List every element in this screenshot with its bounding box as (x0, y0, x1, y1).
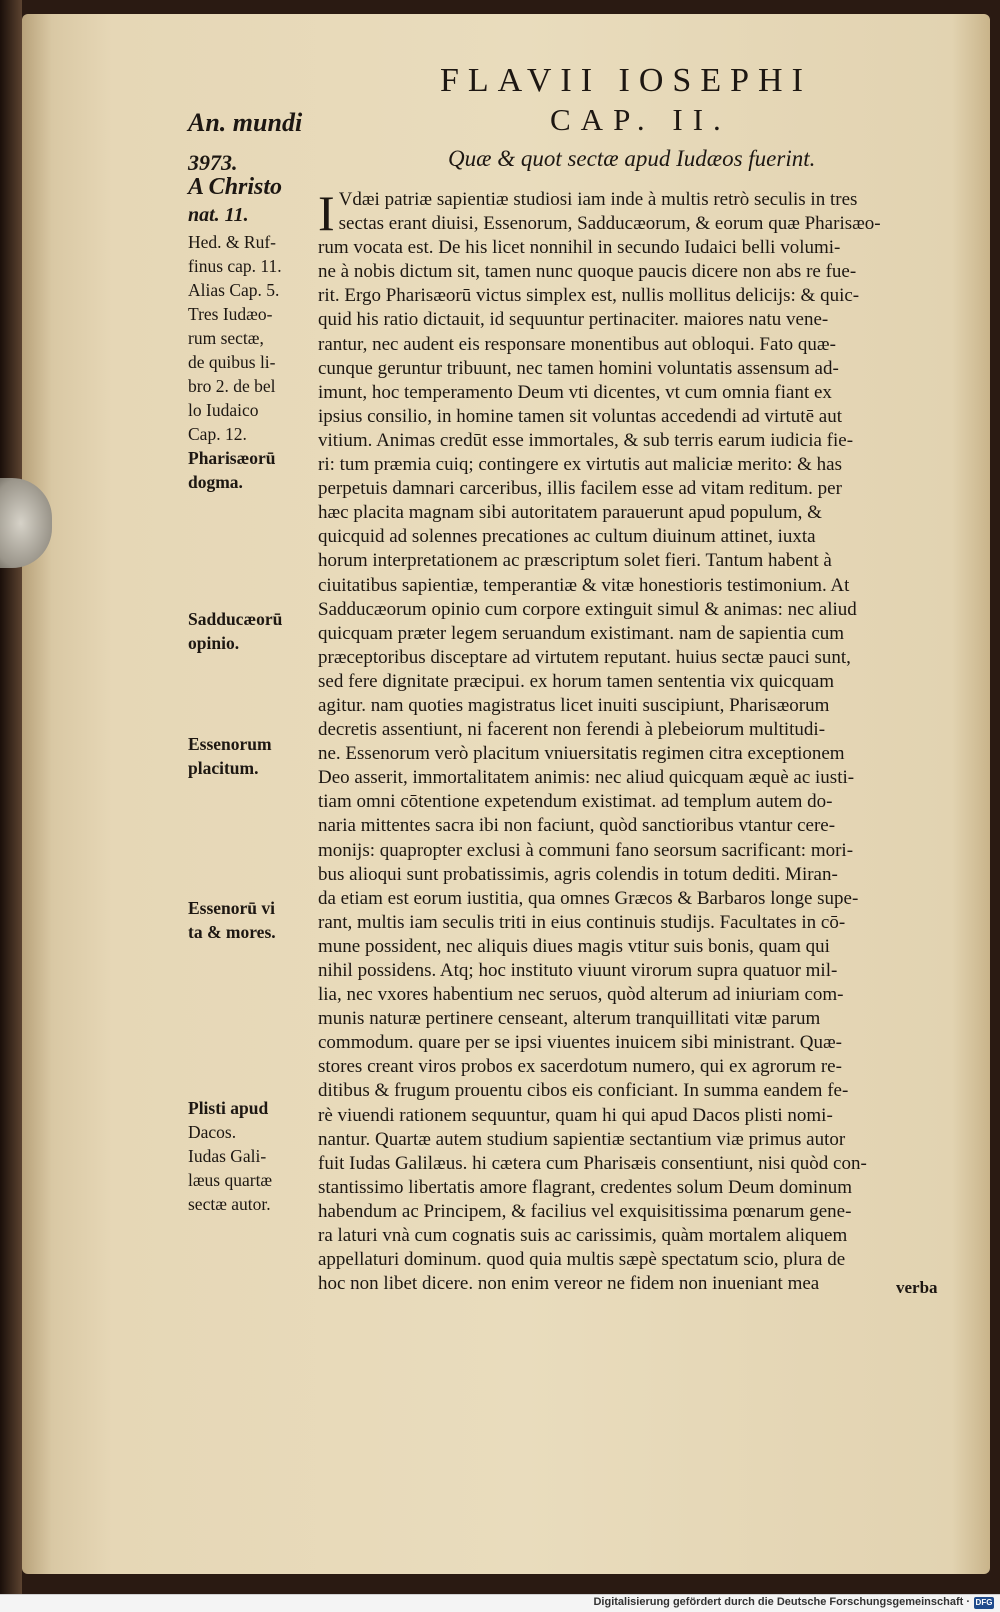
margin-a-christo: A Christo (188, 174, 283, 200)
body-line: ri: tum præmia cuiq; contingere ex virtutis aut maliciæ merito: & has (318, 454, 842, 476)
body-line: lia, nec vxores habentium nec seruos, quòd alterum ad iniuriam com- (318, 984, 844, 1006)
margin-note-line: bro 2. de bel (188, 376, 276, 396)
margin-note-line: placitum. (188, 758, 259, 778)
body-line: ra laturi vnà cum cognatis suis ac carissimis, quàm mortalem aliquem (318, 1225, 848, 1247)
body-line: ciuitatibus sapientiæ, temperantiæ & vitæ honestioris testimonium. At (318, 574, 850, 596)
body-line: munis naturæ pertinere censeant, alterum tranquillitati vitæ parum (318, 1008, 821, 1030)
digitization-footer (0, 1594, 1000, 1612)
book-gutter-shadow (0, 0, 22, 1611)
footer-credit: Digitalisierung gefördert durch die Deutsche Forschungsgemeinschaft · (593, 1596, 970, 1608)
margin-note-line: sectæ autor. (188, 1194, 271, 1214)
body-text (318, 185, 960, 1296)
body-line: rantur, nec audent eis responsare monentibus aut obloqui. Fato quæ- (318, 333, 836, 355)
margin-note-line: Essenorum (188, 734, 272, 754)
body-line: naria mittentes sacra ibi non faciunt, quòd sanctioribus vtantur cere- (318, 815, 836, 837)
margin-note-line: læus quartæ (188, 1170, 273, 1190)
margin-note-line: Plisti apud (188, 1098, 269, 1118)
body-line: præceptoribus disceptare ad virtutem reputant. huius sectæ pauci sunt, (318, 646, 851, 668)
body-line: appellaturi dominum. quod quia multis sæpè spectatum scio, plura de (318, 1249, 846, 1271)
body-line: imunt, hoc temperamento Deum vti dicentes, vt cum omnia fiant ex (318, 381, 832, 403)
running-head: FLAVII IOSEPHI (440, 62, 812, 99)
body-line: quicquid ad solennes precationes ac cultum diuinum attinet, iuxta (318, 526, 816, 548)
margin-note-line: Dacos. (188, 1122, 237, 1142)
body-line: rum vocata est. De his licet nonnihil in secundo Iudaici belli volumi- (318, 237, 841, 259)
body-line: bus alioqui sunt probatissimis, agris colendis in totum dediti. Miran- (318, 863, 838, 885)
body-line: ditibus & frugum prouentu cibos eis conficiant. In summa eandem fe- (318, 1080, 849, 1102)
body-line: cunque geruntur tribuunt, nec tamen homini voluntatis assensum ad- (318, 357, 839, 379)
margin-note-line: de quibus li- (188, 352, 276, 372)
body-line: mune possident, nec aliquis diues magis vtitur suis bonis, quam qui (318, 935, 830, 957)
body-lines (318, 185, 960, 1296)
body-line: monijs: quapropter exclusi à communi fano seorsum sacrificant: mori- (318, 839, 854, 861)
body-line: nantur. Quartæ autem studium sapientiæ sectantium viæ primus autor (318, 1128, 846, 1150)
margin-note-line: Iudas Gali- (188, 1146, 267, 1166)
margin-note-line: lo Iudaico (188, 400, 259, 420)
body-line: commodum. quare per se ipsi viuentes inuicem sibi ministrant. Quæ- (318, 1032, 842, 1054)
body-line: da etiam est eorum iustitia, qua omnes Græcos & Barbaros longe supe- (318, 887, 859, 909)
margin-note-line: Tres Iudæo- (188, 304, 273, 324)
body-line: ne à nobis dictum sit, tamen nunc quoque paucis dicere non abs re fue- (318, 261, 857, 283)
body-line: ne. Essenorum verò placitum vniuersitatis regimen citra exceptionem (318, 743, 845, 765)
body-line: agitur. nam quoties magistratus licet inuiti suscipiunt, Pharisæorum (318, 694, 830, 716)
chapter-subtitle: Quæ & quot sectæ apud Iudæos fuerint. (448, 146, 816, 171)
body-line: quicquam præter legem seruandum existimant. nam de sapientia cum (318, 622, 845, 644)
body-line: ipsius consilio, in homine tamen sit voluntas accedendi ad virtutē aut (318, 405, 842, 427)
body-line: habendum ac Principem, & facilius vel exquisitissima pœnarum gene- (318, 1200, 852, 1222)
body-line: Sadducæorum opinio cum corpore extinguit simul & animas: nec aliud (318, 598, 857, 620)
margin-note-line: Cap. 12. (188, 424, 247, 444)
margin-note-line: Essenorū vi (188, 898, 276, 918)
body-line: sed fere dignitate præcipui. ex horum tamen sententia vix quicquam (318, 670, 835, 692)
margin-note-line: dogma. (188, 472, 243, 492)
body-line: vitium. Animas credūt esse immortales, & sub terris earum iudicia fie- (318, 429, 854, 451)
body-line: sectas erant diuisi, Essenorum, Sadducæorum, & eorum quæ Pharisæo- (338, 213, 881, 235)
body-line: hoc non libet dicere. non enim vereor ne fidem non inueniant mea (318, 1273, 820, 1295)
catchword: verba (896, 1278, 938, 1297)
body-line: tiam omni cōtentione expetendum existimat. ad templum autem do- (318, 791, 833, 813)
body-line: fuit Iudas Galilæus. hi cætera cum Pharisæis consentiunt, nisi quòd con- (318, 1152, 867, 1174)
margin-note-line: Alias Cap. 5. (188, 280, 280, 300)
margin-note-plisti-judas (188, 1096, 316, 1216)
body-line: rè viuendi rationem sequuntur, quam hi qui apud Dacos plisti nomi- (318, 1104, 833, 1126)
margin-note-line: Pharisæorū (188, 448, 276, 468)
body-line: rit. Ergo Pharisæorū victus simplex est, nullis mollitus delicijs: & quic- (318, 285, 860, 307)
margin-note-sources (188, 230, 316, 494)
body-line: perpetuis damnari carceribus, illis facilem esse ad vitam reditum. per (318, 478, 842, 500)
dfg-logo: DFG (975, 1598, 993, 1607)
margin-note-line: opinio. (188, 633, 240, 653)
margin-note-essenes-placitum (188, 732, 316, 780)
margin-nat: nat. 11. (188, 204, 249, 226)
margin-note-essenes-vita (188, 896, 316, 944)
margin-note-line: ta & mores. (188, 922, 276, 942)
body-line: rant, multis iam seculis triti in eius continuis studijs. Facultates in cō- (318, 911, 846, 933)
body-line: horum interpretationem ac præscriptum solet fieri. Tantum habent à (318, 550, 832, 572)
margin-note-line: Sadducæorū (188, 609, 283, 629)
body-line: Vdæi patriæ sapientiæ studiosi iam inde à multis retrò seculis in tres (338, 189, 858, 210)
margin-anno-mundi: An. mundi (188, 108, 303, 137)
body-line: decretis assentiunt, ni facerent non ferendi à plebeiorum multitudi- (318, 719, 826, 741)
body-line: quid his ratio dictauit, id sequuntur pertinaciter. maiores natu vene- (318, 309, 829, 331)
body-line: Deo asserit, immortalitatem animis: nec aliud quicquam æquè ac iusti- (318, 767, 855, 789)
body-line: nihil possidens. Atq; hoc instituto viuunt virorum supra quatuor mil- (318, 960, 838, 981)
body-line: stores creant viros probos ex sacerdotum numero, qui ex agrorum re- (318, 1056, 842, 1078)
body-line: stantissimo libertatis amore flagrant, credentes solum Deum dominum (318, 1176, 852, 1198)
body-line: hæc placita magnam sibi autoritatem parauerunt apud populum, & (318, 502, 822, 524)
chapter-title: CAP. II. (550, 102, 731, 137)
margin-note-line: Hed. & Ruf- (188, 232, 276, 252)
margin-note-sadducees (188, 607, 316, 655)
margin-note-line: finus cap. 11. (188, 256, 282, 276)
margin-note-line: rum sectæ, (188, 328, 264, 348)
margin-year: 3973. (188, 150, 238, 175)
drop-cap: I (318, 185, 335, 241)
